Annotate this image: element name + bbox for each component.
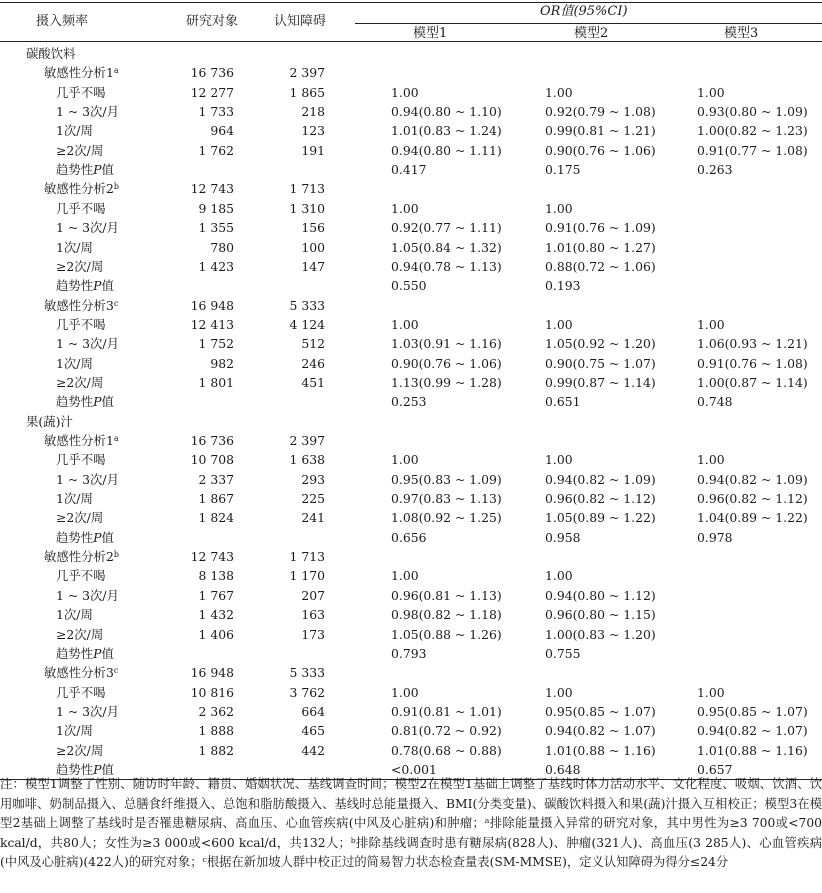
- header-model-2: 模型2: [574, 26, 609, 41]
- cell-model-1-or: 0.550: [391, 278, 427, 294]
- cell-model-3-or: 0.263: [697, 162, 733, 178]
- table-row: [0, 508, 822, 527]
- p-symbol: P: [93, 162, 102, 178]
- cell-study-subjects: 10 816: [190, 684, 234, 700]
- table-row: [0, 121, 822, 140]
- row-label-text: 1次/周: [56, 123, 93, 139]
- row-label: [56, 160, 114, 179]
- footnote-marker: c: [113, 298, 119, 308]
- row-label-text: 1 ~ 3次/月: [56, 587, 119, 603]
- table-row: [0, 605, 822, 624]
- cell-model-2-or: 1.00(0.83 ~ 1.20): [545, 626, 656, 642]
- cell-model-1-or: 0.97(0.83 ~ 1.13): [391, 491, 502, 507]
- cell-model-1-or: 0.96(0.81 ~ 1.13): [391, 587, 502, 603]
- table-row: [0, 547, 822, 566]
- table-row: [0, 83, 822, 102]
- row-label-suffix: 值: [101, 645, 114, 661]
- cell-model-3-or: 0.94(0.82 ~ 1.09): [697, 471, 808, 487]
- table-row: [0, 160, 822, 179]
- row-label-text: 1次/周: [56, 239, 93, 255]
- cell-model-2-or: 0.651: [545, 394, 581, 410]
- cell-study-subjects: 1 432: [198, 607, 234, 623]
- cell-model-2-or: 0.958: [545, 529, 581, 545]
- cell-study-subjects: 12 743: [190, 549, 234, 565]
- cell-cognitive-impairment: 451: [301, 374, 325, 390]
- row-label-text: 几乎不喝: [56, 200, 106, 216]
- cell-model-1-or: 0.95(0.83 ~ 1.09): [391, 471, 502, 487]
- cell-cognitive-impairment: 218: [301, 104, 325, 120]
- cell-cognitive-impairment: 5 333: [289, 665, 325, 681]
- row-label-text: 敏感性分析1: [44, 433, 114, 448]
- row-label-text: 1 ~ 3次/月: [56, 471, 119, 487]
- cell-model-3-or: 0.91(0.77 ~ 1.08): [697, 142, 808, 158]
- cell-study-subjects: 982: [210, 355, 234, 371]
- cell-cognitive-impairment: 207: [301, 587, 325, 603]
- cell-model-2-or: 1.05(0.89 ~ 1.22): [545, 510, 656, 526]
- cell-model-2-or: 0.92(0.79 ~ 1.08): [545, 104, 656, 120]
- cell-cognitive-impairment: 293: [301, 471, 325, 487]
- cell-cognitive-impairment: 1 638: [289, 452, 325, 468]
- row-label: [26, 44, 76, 63]
- row-label: [56, 721, 93, 740]
- table-footnote: 注：模型1调整了性别、随访时年龄、籍贯、婚姻状况、基线调查时间；模型2在模型1基础上调整了基线时体力活动水平、文化程度、吸烟、饮酒、饮用咖啡、奶制品摄入、总膳食纤维摄入、总饱和脂肪酸摄入、基线时总能量摄入、BMI(分类变量)、碳酸饮料摄入和果(蔬)汁摄入互相校正；模型3在模型2基础上调整了基线时是否罹患糖尿病、高血压、心血管疾病(中风及心脏病)和肿瘤；ᵃ排除能量摄入异常的研究对象，其中男性为≥3 700或<700 kcal/d，共80人；女性为≥3 000或<600 kcal/d，共132人；ᵇ排除基线调查时患有糖尿病(828人)、肿瘤(321人)、高血压(3 285人)、心血管疾病(中风及心脏病)(422人)的研究对象；ᶜ根据在新加坡人群中校正过的简易智力状态检查量表(SM-MMSE)，定义认知障碍为得分≤24分: [0, 777, 822, 870]
- cell-model-1-or: 1.03(0.91 ~ 1.16): [391, 336, 502, 352]
- cell-cognitive-impairment: 100: [301, 239, 325, 255]
- row-label-text: 几乎不喝: [56, 568, 106, 584]
- cell-study-subjects: 780: [210, 239, 234, 255]
- cell-study-subjects: 12 743: [190, 181, 234, 197]
- table-row: [0, 63, 822, 82]
- row-label-text: 敏感性分析1: [44, 65, 114, 81]
- footnote-marker: c: [113, 666, 119, 676]
- row-label-text: 几乎不喝: [56, 684, 106, 700]
- row-label-suffix: 值: [101, 394, 114, 410]
- cell-model-3-or: 0.91(0.76 ~ 1.08): [697, 355, 808, 371]
- cell-model-1-or: 1.00: [391, 684, 419, 700]
- cell-cognitive-impairment: 163: [301, 607, 325, 623]
- cell-cognitive-impairment: 156: [301, 220, 325, 236]
- row-label-suffix: 值: [101, 529, 114, 545]
- cell-model-1-or: 0.94(0.78 ~ 1.13): [391, 258, 502, 274]
- table-row: [0, 528, 822, 547]
- row-label: [56, 586, 119, 605]
- footnote-marker: a: [113, 434, 119, 443]
- table-row: [0, 741, 822, 760]
- header-or-ci: OR值(95%CI): [540, 4, 628, 19]
- cell-model-2-or: 0.94(0.82 ~ 1.07): [545, 723, 656, 739]
- cell-model-1-or: 1.00: [391, 452, 419, 468]
- cell-model-2-or: 1.00: [545, 316, 573, 332]
- cell-model-2-or: 1.00: [545, 452, 573, 468]
- cell-cognitive-impairment: 664: [301, 703, 325, 719]
- cell-study-subjects: 1 733: [198, 104, 234, 120]
- cell-cognitive-impairment: 1 310: [289, 200, 325, 216]
- row-label: [56, 83, 106, 102]
- footnote-marker: b: [113, 550, 119, 560]
- p-symbol: P: [93, 529, 102, 545]
- row-label: [56, 257, 103, 276]
- row-label: [56, 276, 114, 295]
- cell-model-1-or: 0.98(0.82 ~ 1.18): [391, 607, 502, 623]
- cell-model-3-or: 1.00: [697, 316, 725, 332]
- table-row: [0, 373, 822, 392]
- table-row: [0, 470, 822, 489]
- row-label: [56, 141, 103, 160]
- cell-model-3-or: 1.00: [697, 684, 725, 700]
- row-label-text: 趋势性: [56, 529, 94, 545]
- cell-study-subjects: 1 762: [198, 142, 234, 158]
- footnote-marker: a: [113, 66, 119, 76]
- row-label: [56, 354, 93, 373]
- table-row: [0, 566, 822, 585]
- row-label-text: 趋势性: [56, 278, 94, 294]
- cell-model-2-or: 1.05(0.92 ~ 1.20): [545, 336, 656, 352]
- row-label-text: 几乎不喝: [56, 452, 106, 468]
- table-row: [0, 354, 822, 373]
- table-row: [0, 257, 822, 276]
- cell-model-2-or: 1.00: [545, 84, 573, 100]
- row-label: [56, 625, 103, 644]
- row-label: [56, 334, 119, 353]
- cell-study-subjects: 8 138: [198, 568, 234, 584]
- row-label-text: ≥2次/周: [56, 142, 104, 158]
- header-bottom-rule: [0, 41, 822, 42]
- row-label: [44, 547, 119, 566]
- cell-study-subjects: 1 767: [198, 587, 234, 603]
- cell-model-1-or: 1.05(0.88 ~ 1.26): [391, 626, 502, 642]
- table-row: [0, 489, 822, 508]
- cell-model-2-or: 0.88(0.72 ~ 1.06): [545, 258, 656, 274]
- cell-cognitive-impairment: 2 397: [289, 433, 325, 448]
- cell-model-2-or: 0.96(0.82 ~ 1.12): [545, 491, 656, 507]
- cell-model-3-or: 0.748: [697, 394, 733, 410]
- row-label: [56, 508, 103, 527]
- row-label: [56, 102, 119, 121]
- cell-study-subjects: 16 736: [190, 433, 234, 448]
- cell-model-3-or: 1.00(0.82 ~ 1.23): [697, 123, 808, 139]
- cell-model-2-or: 1.00: [545, 684, 573, 700]
- cell-study-subjects: 1 355: [198, 220, 234, 236]
- row-label-text: 敏感性分析3: [44, 297, 114, 313]
- p-symbol: P: [93, 645, 102, 661]
- table-row: [0, 663, 822, 682]
- cell-model-1-or: 0.81(0.72 ~ 0.92): [391, 723, 502, 739]
- row-label-text: 敏感性分析2: [44, 181, 114, 197]
- cell-study-subjects: 2 337: [198, 471, 234, 487]
- cell-cognitive-impairment: 3 762: [289, 684, 325, 700]
- row-label: [44, 63, 119, 82]
- row-label-text: 趋势性: [56, 394, 94, 410]
- cell-model-3-or: 1.00: [697, 452, 725, 468]
- cell-model-1-or: 0.92(0.77 ~ 1.11): [391, 220, 502, 236]
- table-row: [0, 450, 822, 469]
- row-label: [56, 315, 106, 334]
- cell-model-2-or: 0.99(0.81 ~ 1.21): [545, 123, 656, 139]
- cell-model-1-or: 0.253: [391, 394, 427, 410]
- row-label: [56, 741, 103, 760]
- cell-model-3-or: 0.657: [697, 761, 733, 777]
- cell-model-1-or: 1.00: [391, 568, 419, 584]
- cell-model-3-or: 0.93(0.80 ~ 1.09): [697, 104, 808, 120]
- row-label-text: 几乎不喝: [56, 316, 106, 332]
- table-row: [0, 315, 822, 334]
- table-row: [0, 238, 822, 257]
- cell-study-subjects: 1 888: [198, 723, 234, 739]
- cell-cognitive-impairment: 246: [301, 355, 325, 371]
- row-label: [56, 566, 106, 585]
- cell-study-subjects: 16 948: [190, 665, 234, 681]
- header-study-subjects: 研究对象: [186, 14, 239, 29]
- row-label-text: 趋势性: [56, 162, 94, 178]
- row-label-text: 敏感性分析3: [44, 665, 114, 681]
- cell-study-subjects: 1 801: [198, 374, 234, 390]
- cell-model-3-or: 1.01(0.88 ~ 1.16): [697, 742, 808, 758]
- row-label: [56, 702, 119, 721]
- row-label: [44, 431, 119, 450]
- cell-model-1-or: 0.656: [391, 529, 427, 545]
- table-row: [0, 721, 822, 740]
- cell-model-2-or: 0.94(0.82 ~ 1.09): [545, 471, 656, 487]
- row-label: [56, 199, 106, 218]
- row-label-text: 碳酸饮料: [26, 46, 76, 61]
- cell-cognitive-impairment: 2 397: [289, 65, 325, 81]
- row-label: [56, 392, 114, 411]
- cell-model-1-or: 1.05(0.84 ~ 1.32): [391, 239, 502, 255]
- row-label: [56, 450, 106, 469]
- row-label: [44, 179, 119, 198]
- table-row: [0, 644, 822, 663]
- cell-model-2-or: 0.96(0.80 ~ 1.15): [545, 607, 656, 623]
- row-label-suffix: 值: [101, 278, 114, 294]
- row-label: [56, 683, 106, 702]
- cell-model-3-or: 1.04(0.89 ~ 1.22): [697, 510, 808, 526]
- table-row: [0, 431, 822, 450]
- cell-model-3-or: 0.94(0.82 ~ 1.07): [697, 723, 808, 739]
- cell-study-subjects: 12 413: [190, 316, 234, 332]
- cell-cognitive-impairment: 442: [301, 742, 325, 758]
- row-label: [56, 489, 93, 508]
- table-row: [0, 102, 822, 121]
- cell-model-2-or: 0.90(0.75 ~ 1.07): [545, 355, 656, 371]
- cell-model-2-or: 0.193: [545, 278, 581, 294]
- cell-cognitive-impairment: 1 865: [289, 84, 325, 100]
- cell-study-subjects: 1 406: [198, 626, 234, 642]
- cell-cognitive-impairment: 1 713: [289, 549, 325, 565]
- cell-cognitive-impairment: 225: [301, 491, 325, 507]
- row-label-text: 1 ~ 3次/月: [56, 336, 119, 352]
- table-row: [0, 199, 822, 218]
- cell-model-1-or: 0.94(0.80 ~ 1.10): [391, 104, 502, 120]
- header-model-1: 模型1: [413, 26, 448, 41]
- cell-study-subjects: 1 752: [198, 336, 234, 352]
- table-top-rule: [0, 2, 822, 3]
- cell-model-3-or: 0.95(0.85 ~ 1.07): [697, 703, 808, 719]
- cell-model-1-or: 1.00: [391, 84, 419, 100]
- row-label: [56, 644, 114, 663]
- row-label-text: ≥2次/周: [56, 510, 104, 526]
- cell-model-2-or: 0.175: [545, 162, 581, 178]
- cell-model-3-or: 1.06(0.93 ~ 1.21): [697, 336, 808, 352]
- cell-model-3-or: 0.978: [697, 529, 733, 545]
- row-label-text: 1次/周: [56, 607, 93, 623]
- cell-study-subjects: 16 948: [190, 297, 234, 313]
- row-label-text: 1 ~ 3次/月: [56, 220, 119, 236]
- table-row: [0, 625, 822, 644]
- cell-study-subjects: 964: [210, 123, 234, 139]
- cell-cognitive-impairment: 123: [301, 123, 325, 139]
- table-row: [0, 218, 822, 237]
- cell-model-3-or: 1.00: [697, 84, 725, 100]
- p-symbol: P: [93, 394, 102, 410]
- cell-study-subjects: 1 824: [198, 510, 234, 526]
- row-label-text: 几乎不喝: [56, 84, 106, 100]
- cell-study-subjects: 16 736: [190, 65, 234, 81]
- table-row: [0, 334, 822, 353]
- row-label-text: ≥2次/周: [56, 374, 104, 390]
- cell-cognitive-impairment: 512: [301, 336, 325, 352]
- cell-model-2-or: 0.755: [545, 645, 581, 661]
- cell-model-2-or: 1.01(0.88 ~ 1.16): [545, 742, 656, 758]
- cell-cognitive-impairment: 173: [301, 626, 325, 642]
- row-label: [26, 412, 73, 431]
- cell-model-2-or: 1.00: [545, 568, 573, 584]
- p-symbol: P: [93, 761, 102, 777]
- header-model-3: 模型3: [724, 26, 759, 41]
- or-header-rule: [355, 23, 822, 24]
- cell-model-1-or: 1.00: [391, 200, 419, 216]
- cell-model-2-or: 0.95(0.85 ~ 1.07): [545, 703, 656, 719]
- cell-model-2-or: 1.01(0.80 ~ 1.27): [545, 239, 656, 255]
- cell-model-1-or: 0.78(0.68 ~ 0.88): [391, 742, 502, 758]
- row-label-text: 敏感性分析2: [44, 549, 114, 565]
- table-row: [0, 702, 822, 721]
- row-label: [56, 605, 93, 624]
- row-label-text: 1次/周: [56, 491, 93, 507]
- table-row: [0, 392, 822, 411]
- row-label: [56, 373, 103, 392]
- cell-model-1-or: 0.91(0.81 ~ 1.01): [391, 703, 502, 719]
- cell-study-subjects: 1 423: [198, 258, 234, 274]
- table-row: [0, 683, 822, 702]
- table-row: [0, 276, 822, 295]
- row-label: [44, 663, 118, 682]
- row-label: [56, 528, 114, 547]
- cell-cognitive-impairment: 5 333: [289, 297, 325, 313]
- table-row: [0, 296, 822, 315]
- cell-cognitive-impairment: 147: [301, 258, 325, 274]
- footnote-marker: b: [113, 182, 119, 192]
- row-label: [56, 470, 119, 489]
- table-row: [0, 412, 822, 431]
- row-label-text: 果(蔬)汁: [26, 413, 73, 429]
- cell-cognitive-impairment: 241: [301, 510, 325, 526]
- cell-model-1-or: 0.417: [391, 162, 427, 178]
- cell-study-subjects: 2 362: [198, 703, 234, 719]
- cell-study-subjects: 12 277: [190, 84, 234, 100]
- row-label-text: 趋势性: [56, 645, 94, 661]
- cell-cognitive-impairment: 1 713: [289, 181, 325, 197]
- cell-model-2-or: 0.94(0.80 ~ 1.12): [545, 587, 656, 603]
- cell-cognitive-impairment: 465: [301, 723, 325, 739]
- header-intake-frequency: 摄入频率: [36, 14, 89, 29]
- row-label-text: 1次/周: [56, 723, 93, 739]
- row-label-text: 1 ~ 3次/月: [56, 703, 119, 719]
- cell-model-2-or: 0.99(0.87 ~ 1.14): [545, 374, 656, 390]
- cell-model-2-or: 1.00: [545, 200, 573, 216]
- cell-study-subjects: 1 882: [198, 742, 234, 758]
- cell-model-1-or: 0.94(0.80 ~ 1.11): [391, 142, 502, 158]
- cell-study-subjects: 1 867: [198, 491, 234, 507]
- cell-cognitive-impairment: 4 124: [289, 316, 325, 332]
- cell-model-2-or: 0.648: [545, 761, 581, 777]
- table-row: [0, 44, 822, 63]
- cell-cognitive-impairment: 191: [301, 142, 325, 158]
- row-label: [56, 121, 93, 140]
- cell-model-1-or: 1.01(0.83 ~ 1.24): [391, 123, 502, 139]
- row-label-text: 1次/周: [56, 355, 93, 371]
- cell-model-2-or: 0.91(0.76 ~ 1.09): [545, 220, 656, 236]
- cell-study-subjects: 10 708: [190, 452, 234, 468]
- cell-model-1-or: <0.001: [391, 761, 437, 777]
- cell-model-1-or: 1.08(0.92 ~ 1.25): [391, 510, 502, 526]
- header-cognitive-impairment: 认知障碍: [274, 14, 327, 29]
- table-row: [0, 179, 822, 198]
- row-label-text: ≥2次/周: [56, 742, 104, 758]
- row-label: [56, 218, 119, 237]
- row-label-text: ≥2次/周: [56, 258, 104, 274]
- cell-model-3-or: 0.96(0.82 ~ 1.12): [697, 491, 808, 507]
- table-row: [0, 141, 822, 160]
- row-label-text: 1 ~ 3次/月: [56, 104, 119, 120]
- cell-model-1-or: 0.90(0.76 ~ 1.06): [391, 355, 502, 371]
- cell-study-subjects: 9 185: [198, 200, 234, 216]
- row-label-text: ≥2次/周: [56, 626, 104, 642]
- row-label: [56, 238, 93, 257]
- cell-model-1-or: 1.00: [391, 316, 419, 332]
- cell-model-1-or: 0.793: [391, 645, 427, 661]
- row-label-text: 趋势性: [56, 761, 94, 777]
- row-label-suffix: 值: [101, 761, 114, 777]
- row-label-suffix: 值: [101, 162, 114, 178]
- cell-model-2-or: 0.90(0.76 ~ 1.06): [545, 142, 656, 158]
- cell-model-1-or: 1.13(0.99 ~ 1.28): [391, 374, 502, 390]
- p-symbol: P: [93, 278, 102, 294]
- cell-model-3-or: 1.00(0.87 ~ 1.14): [697, 374, 808, 390]
- row-label: [44, 296, 118, 315]
- table-row: [0, 586, 822, 605]
- cell-cognitive-impairment: 1 170: [289, 568, 325, 584]
